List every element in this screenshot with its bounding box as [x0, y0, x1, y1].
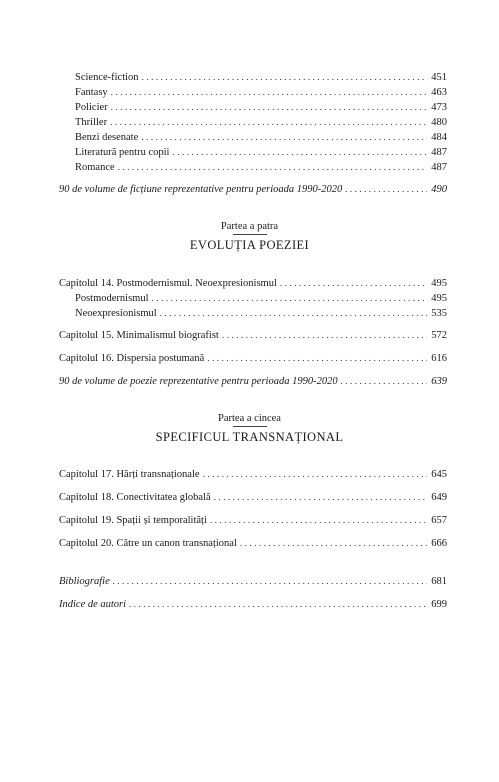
- toc-entry-chapter-20: [59, 537, 447, 551]
- toc-entry-fiction-list: [59, 183, 447, 197]
- dot-leader: [210, 515, 427, 528]
- entry-page: 649: [431, 492, 447, 503]
- toc-entry-policier: [75, 101, 447, 115]
- toc-entry-bibliografie: [59, 575, 447, 589]
- entry-page: 463: [431, 87, 447, 98]
- dot-leader: [113, 576, 428, 589]
- entry-page: 535: [431, 308, 447, 319]
- entry-label: Policier: [75, 102, 108, 113]
- entry-page: 657: [431, 515, 447, 526]
- dot-leader: [111, 102, 428, 115]
- entry-page: 473: [431, 102, 447, 113]
- entry-page: 490: [431, 184, 447, 195]
- entry-page: 572: [431, 330, 447, 341]
- entry-label: Capitolul 20. Către un canon transnațional: [59, 538, 237, 549]
- entry-page: 451: [431, 72, 447, 83]
- toc-entry-benzi-desenate: [75, 131, 447, 145]
- entry-page: 666: [431, 538, 447, 549]
- entry-page: 495: [431, 278, 447, 289]
- toc-entry-thriller: [75, 116, 447, 130]
- toc-entry-fantasy: [75, 86, 447, 100]
- toc-entry-science-fiction: [75, 71, 447, 85]
- entry-page: 487: [431, 147, 447, 158]
- dot-leader: [129, 599, 427, 612]
- dot-leader: [160, 308, 428, 321]
- dot-leader: [111, 87, 428, 100]
- toc-entry-literatura-copii: [75, 146, 447, 160]
- dot-leader: [341, 376, 428, 389]
- entry-page: 681: [431, 576, 447, 587]
- entry-label: Capitolul 15. Minimalismul biografist: [59, 330, 219, 341]
- dot-leader: [142, 72, 428, 85]
- entry-label: Bibliografie: [59, 576, 110, 587]
- dot-leader: [152, 293, 428, 306]
- toc-entry-chapter-15: [59, 329, 447, 343]
- entry-label: Romance: [75, 162, 115, 173]
- entry-label: Neoexpresionismul: [75, 308, 157, 319]
- entry-page: 487: [431, 162, 447, 173]
- dot-leader: [222, 330, 427, 343]
- entry-label: Literatură pentru copii: [75, 147, 170, 158]
- toc-entry-chapter-18: [59, 491, 447, 505]
- entry-label: Benzi desenate: [75, 132, 139, 143]
- entry-label: 90 de volume de ficțiune reprezentative pentru perioada 1990-2020: [59, 184, 343, 195]
- dot-leader: [280, 278, 427, 291]
- dot-leader: [203, 469, 428, 482]
- part-four-divider: [233, 234, 267, 235]
- entry-page: 645: [431, 469, 447, 480]
- entry-label: Capitolul 18. Conectivitatea globală: [59, 492, 211, 503]
- toc-entry-chapter-17: [59, 468, 447, 482]
- dot-leader: [240, 538, 427, 551]
- entry-page: 639: [431, 376, 447, 387]
- entry-label: Capitolul 16. Dispersia postumană: [59, 353, 205, 364]
- dot-leader: [207, 353, 427, 366]
- entry-label: Science-fiction: [75, 72, 139, 83]
- entry-label: Fantasy: [75, 87, 108, 98]
- dot-leader: [172, 147, 427, 160]
- dot-leader: [345, 184, 427, 197]
- part-five-divider: [233, 426, 267, 427]
- dot-leader: [110, 117, 427, 130]
- entry-label: Capitolul 19. Spații și temporalități: [59, 515, 207, 526]
- entry-label: Postmodernismul: [75, 293, 149, 304]
- entry-label: Thriller: [75, 117, 108, 128]
- dot-leader: [214, 492, 428, 505]
- part-four-title: EVOLUȚIA POEZIEI: [189, 238, 310, 252]
- toc-entry-chapter-16: [59, 352, 447, 366]
- toc-entry-indice-autori: [59, 598, 447, 612]
- toc-entry-romance: [75, 161, 447, 175]
- part-five-title: SPECIFICUL TRANSNAȚIONAL: [155, 430, 344, 444]
- entry-label: Capitolul 17. Hărți transnaționale: [59, 469, 200, 480]
- dot-leader: [118, 162, 428, 175]
- entry-label: Capitolul 14. Postmodernismul. Neoexpresionismul: [59, 278, 277, 289]
- entry-label: Indice de autori: [59, 599, 127, 610]
- entry-page: 495: [431, 293, 447, 304]
- toc-entry-chapter-19: [59, 514, 447, 528]
- dot-leader: [141, 132, 427, 145]
- toc-entry-neoexpresionismul: [75, 307, 447, 321]
- entry-page: 699: [431, 599, 447, 610]
- toc-entry-postmodernismul: [75, 292, 447, 306]
- part-five-label: Partea a cincea: [218, 413, 281, 424]
- toc-entry-chapter-14: [59, 277, 447, 291]
- entry-page: 616: [431, 353, 447, 364]
- entry-page: 484: [431, 132, 447, 143]
- part-four-label: Partea a patra: [220, 221, 279, 232]
- entry-page: 480: [431, 117, 447, 128]
- entry-label: 90 de volume de poezie reprezentative pentru perioada 1990-2020: [59, 376, 338, 387]
- toc-entry-poetry-list: [59, 375, 447, 389]
